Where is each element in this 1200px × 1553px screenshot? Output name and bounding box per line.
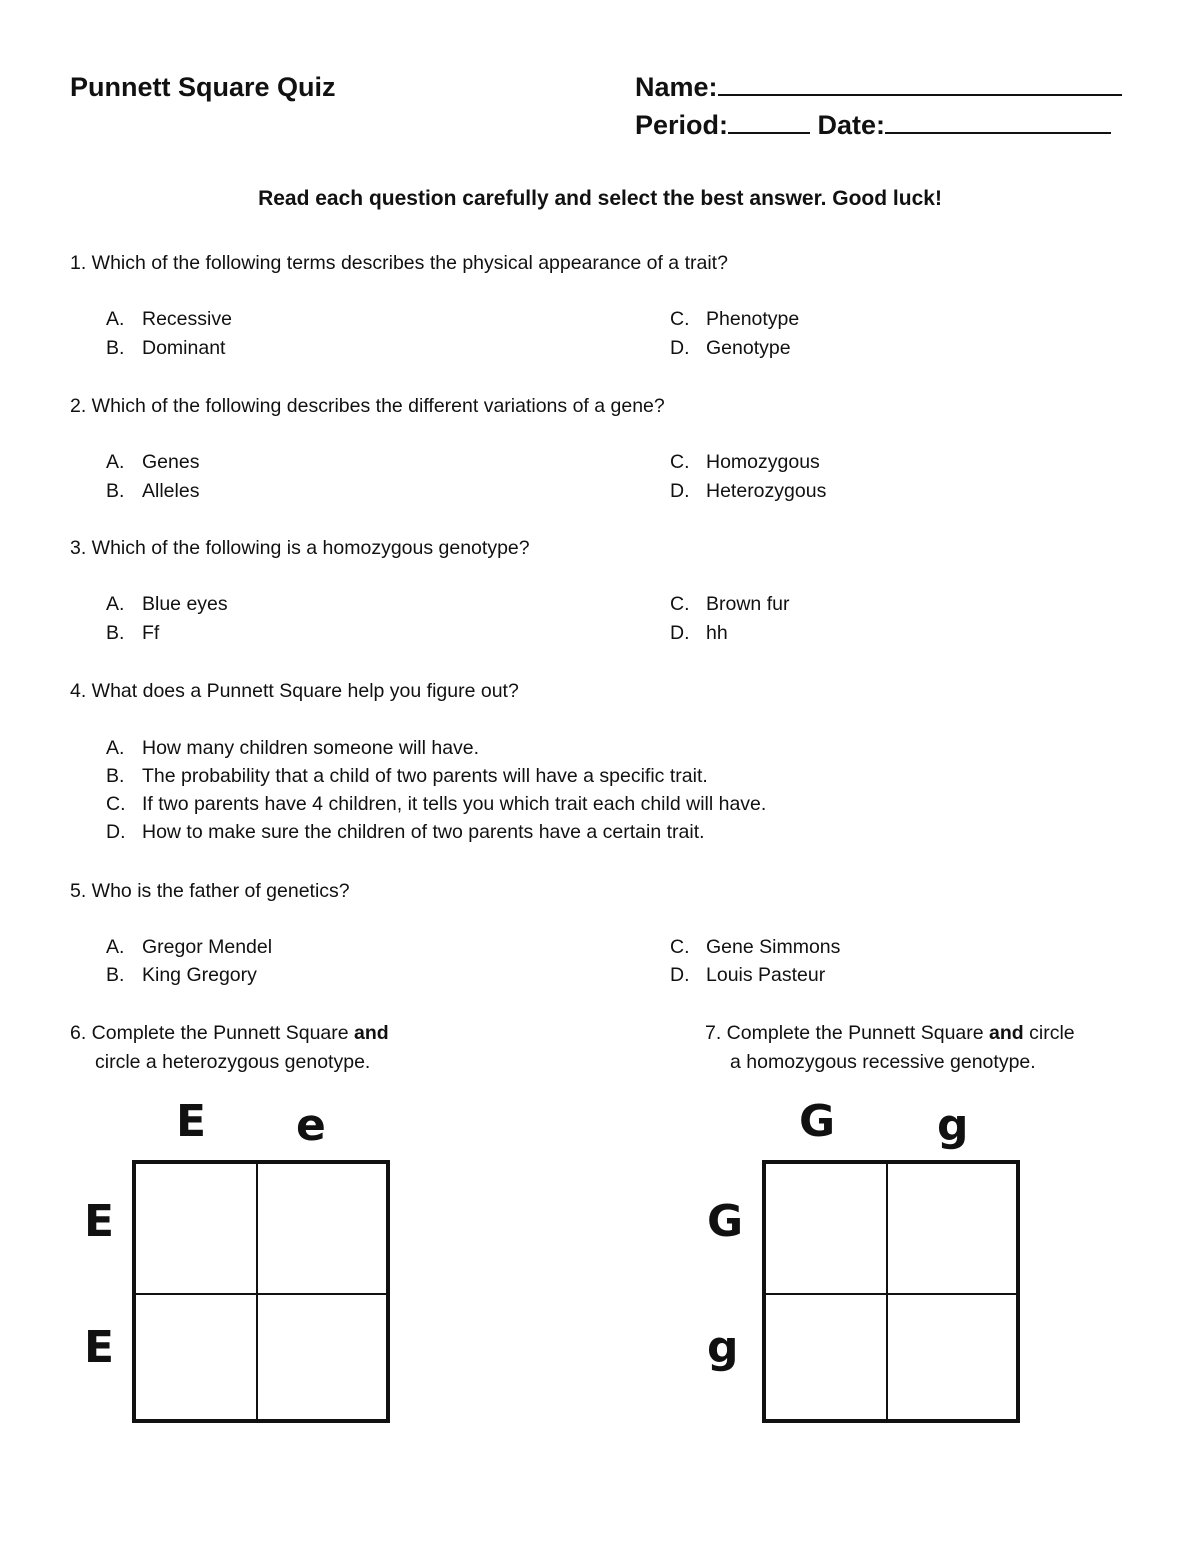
q1-option-b[interactable] <box>106 337 225 360</box>
q1-option-c[interactable] <box>670 308 799 331</box>
q4-option-c[interactable] <box>106 793 766 816</box>
q6-line2: circle a heterozygous genotype. <box>95 1051 371 1073</box>
name-blank-line[interactable] <box>718 93 1122 96</box>
period-label: Period: <box>635 110 729 140</box>
option-text: Brown fur <box>706 593 790 615</box>
option-letter: B. <box>106 480 125 502</box>
q6-line1: 6. Complete the Punnett Square <box>70 1022 355 1044</box>
q7-side-allele-1: G <box>707 1196 744 1247</box>
q7-top-allele-2: g <box>937 1100 969 1151</box>
q3-option-b[interactable] <box>106 622 159 645</box>
q6-top-allele-2: e <box>296 1100 326 1151</box>
q5-option-c[interactable] <box>670 936 840 959</box>
q6-top-allele-1: E <box>176 1096 207 1147</box>
q6-punnett-square <box>132 1160 390 1423</box>
q6-cell-4[interactable] <box>257 1294 387 1420</box>
q5-option-a[interactable] <box>106 936 272 959</box>
q7-line1-end: circle <box>1023 1022 1075 1044</box>
question-4-text: 4. What does a Punnett Square help you figure out? <box>70 680 519 702</box>
question-2-text: 2. Which of the following describes the different variations of a gene? <box>70 395 665 417</box>
q4-option-d[interactable] <box>106 821 705 844</box>
q7-line2: a homozygous recessive genotype. <box>730 1051 1036 1073</box>
option-text: King Gregory <box>142 964 257 986</box>
name-label: Name: <box>635 72 718 102</box>
option-letter: C. <box>670 451 690 473</box>
option-text: Heterozygous <box>706 480 827 502</box>
q6-side-allele-1: E <box>84 1196 115 1247</box>
q6-side-allele-2: E <box>84 1322 115 1373</box>
q3-option-a[interactable] <box>106 593 228 616</box>
q7-side-allele-2: g <box>707 1322 739 1373</box>
q7-cell-2[interactable] <box>887 1163 1017 1294</box>
option-text: Gene Simmons <box>706 936 841 958</box>
date-blank-line[interactable] <box>885 131 1111 134</box>
q6-cell-3[interactable] <box>135 1294 257 1420</box>
option-text: How to make sure the children of two parents have a certain trait. <box>142 821 705 843</box>
option-letter: C. <box>670 308 690 330</box>
question-6-text <box>70 1019 389 1077</box>
option-letter: B. <box>106 337 125 359</box>
q6-cell-2[interactable] <box>257 1163 387 1294</box>
q1-option-d[interactable] <box>670 337 791 360</box>
option-text: Louis Pasteur <box>706 964 826 986</box>
q2-option-d[interactable] <box>670 480 826 503</box>
q2-option-a[interactable] <box>106 451 199 474</box>
option-letter: C. <box>670 936 690 958</box>
name-field[interactable] <box>635 72 1122 103</box>
option-letter: A. <box>106 593 125 615</box>
q6-bold-and: and <box>354 1022 389 1044</box>
q7-cell-3[interactable] <box>765 1294 887 1420</box>
question-1-text: 1. Which of the following terms describes the physical appearance of a trait? <box>70 252 728 274</box>
option-text: How many children someone will have. <box>142 737 480 759</box>
option-text: hh <box>706 622 728 644</box>
question-7-text <box>705 1019 1075 1077</box>
option-letter: B. <box>106 964 125 986</box>
option-letter: A. <box>106 451 125 473</box>
option-letter: B. <box>106 765 125 787</box>
q4-option-a[interactable] <box>106 737 479 760</box>
option-text: Gregor Mendel <box>142 936 273 958</box>
q7-cell-4[interactable] <box>887 1294 1017 1420</box>
option-letter: A. <box>106 737 125 759</box>
q1-option-a[interactable] <box>106 308 232 331</box>
option-letter: D. <box>106 821 126 843</box>
period-date-row <box>635 110 1111 141</box>
q5-option-d[interactable] <box>670 964 825 987</box>
option-text: Blue eyes <box>142 593 228 615</box>
option-letter: C. <box>670 593 690 615</box>
option-letter: A. <box>106 936 125 958</box>
date-label: Date: <box>817 110 886 140</box>
q7-line1: 7. Complete the Punnett Square <box>705 1022 990 1044</box>
q7-cell-1[interactable] <box>765 1163 887 1294</box>
option-letter: D. <box>670 480 690 502</box>
q6-cell-1[interactable] <box>135 1163 257 1294</box>
option-text: The probability that a child of two parents will have a specific trait. <box>142 765 708 787</box>
option-letter: C. <box>106 793 126 815</box>
question-5-text: 5. Who is the father of genetics? <box>70 880 350 902</box>
option-text: Genotype <box>706 337 791 359</box>
q4-option-b[interactable] <box>106 765 708 788</box>
option-text: Homozygous <box>706 451 820 473</box>
q7-bold-and: and <box>989 1022 1024 1044</box>
q3-option-c[interactable] <box>670 593 789 616</box>
option-text: Dominant <box>142 337 226 359</box>
q2-option-c[interactable] <box>670 451 820 474</box>
period-blank-line[interactable] <box>728 131 810 134</box>
option-letter: A. <box>106 308 125 330</box>
instructions: Read each question carefully and select the best answer. Good luck! <box>258 187 942 210</box>
q7-punnett-square <box>762 1160 1020 1423</box>
q7-top-allele-1: G <box>799 1096 836 1147</box>
option-letter: B. <box>106 622 125 644</box>
option-letter: D. <box>670 337 690 359</box>
q5-option-b[interactable] <box>106 964 257 987</box>
question-3-text: 3. Which of the following is a homozygous genotype? <box>70 537 530 559</box>
q3-option-d[interactable] <box>670 622 728 645</box>
option-text: If two parents have 4 children, it tells you which trait each child will have. <box>142 793 767 815</box>
option-text: Alleles <box>142 480 200 502</box>
option-letter: D. <box>670 622 690 644</box>
quiz-title: Punnett Square Quiz <box>70 72 336 102</box>
option-text: Genes <box>142 451 200 473</box>
option-text: Ff <box>142 622 160 644</box>
q2-option-b[interactable] <box>106 480 199 503</box>
option-text: Phenotype <box>706 308 800 330</box>
option-text: Recessive <box>142 308 232 330</box>
option-letter: D. <box>670 964 690 986</box>
